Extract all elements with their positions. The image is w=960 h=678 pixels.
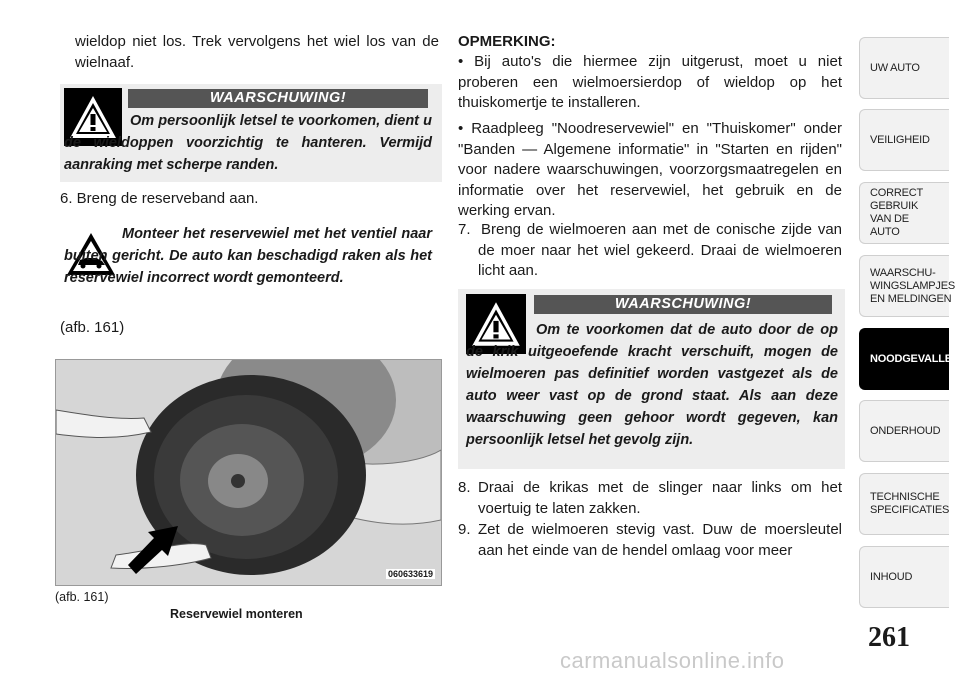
tab-label: VEILIGHEID [870, 133, 930, 146]
tab-label: CORRECT GEBRUIK VAN DE AUTO [870, 187, 923, 238]
tab-label: ONDERHOUD [870, 424, 941, 437]
tab-label: UW AUTO [870, 61, 920, 74]
warning-text-1: Om persoonlijk letsel te voorkomen, dient u de wieldoppen voorzichtig te hanteren. Vermijd aanraking met scherpe randen. [64, 113, 432, 173]
tab-veiligheid[interactable] [859, 109, 949, 171]
tab-label: NOODGEVALLEN [870, 352, 960, 365]
tab-inhoud[interactable] [859, 546, 949, 608]
tab-label: WAARSCHU-WINGSLAMPJES EN MELDINGEN [870, 266, 956, 305]
warning-heading-2: WAARSCHUWING! [534, 295, 832, 314]
intro-text: wieldop niet los. Trek vervolgens het wiel los van de wielnaaf. [75, 33, 439, 71]
figure-label: (afb. 161) [55, 590, 109, 604]
tab-label: TECHNISCHE SPECIFICATIES [870, 491, 950, 516]
tab-onderhoud[interactable] [859, 400, 949, 462]
note-heading: OPMERKING: [458, 33, 556, 50]
step-7-number: 7. [458, 221, 471, 238]
watermark: carmanualsonline.info [560, 648, 785, 673]
tab-technische-specificaties[interactable] [859, 473, 949, 535]
tab-uw-auto[interactable] [859, 37, 949, 99]
step-9: Zet de wielmoeren stevig vast. Duw de moersleutel aan het einde van de hendel omlaag voor meer [478, 521, 842, 559]
figure-reference: (afb. 161) [60, 319, 125, 336]
step-9-number: 9. [458, 521, 471, 538]
note-bullet-1: • Bij auto's die hiermee zijn uitgerust, moet u niet proberen een wielmoersierdop of wieldop op het thuiskomertje te installeren. [458, 53, 842, 111]
figure-caption: Reservewiel monteren [170, 607, 303, 621]
warning-heading-1: WAARSCHUWING! [128, 89, 428, 108]
page-number: 261 [868, 622, 910, 653]
tab-correct-gebruik[interactable] [859, 182, 949, 244]
step-7: Breng de wielmoeren aan met de conische zijde van de moer naar het wiel gekeerd. Draai de wielmoeren licht aan. [478, 221, 842, 279]
step-8-number: 8. [458, 479, 471, 496]
caution-text: Monteer het reservewiel met het ventiel naar buiten gericht. De auto kan beschadigd raken als het reservewiel incorrect wordt gemonteerd. [64, 226, 432, 286]
photo-code: 060633619 [387, 569, 433, 579]
spare-wheel-photo [55, 359, 442, 586]
step-8: Draai de krikas met de slinger naar links om het voertuig te laten zakken. [478, 479, 842, 517]
step-6: 6. Breng de reserveband aan. [60, 190, 259, 207]
tab-noodgevallen[interactable] [859, 328, 960, 390]
tab-waarschuwingslampjes[interactable] [859, 255, 956, 317]
note-bullet-2: • Raadpleeg "Noodreservewiel" en "Thuiskomer" onder "Banden — Algemene informatie" in "Starten en rijden" voor nadere waarschuwingen, voorzorgsmaatregelen en informatie over het reservewiel, het gebruik en de werking ervan. [458, 120, 842, 219]
warning-text-2: Om te voorkomen dat de auto door de op de krik uitgeoefende kracht verschuift, mogen de wielmoeren pas definitief worden vastgezet als de auto weer vast op de grond staat. Als aan deze waarschuwing geen gehoor wordt gegeven, kan persoonlijk letsel het gevolg zijn. [466, 322, 838, 448]
tab-label: INHOUD [870, 570, 913, 583]
